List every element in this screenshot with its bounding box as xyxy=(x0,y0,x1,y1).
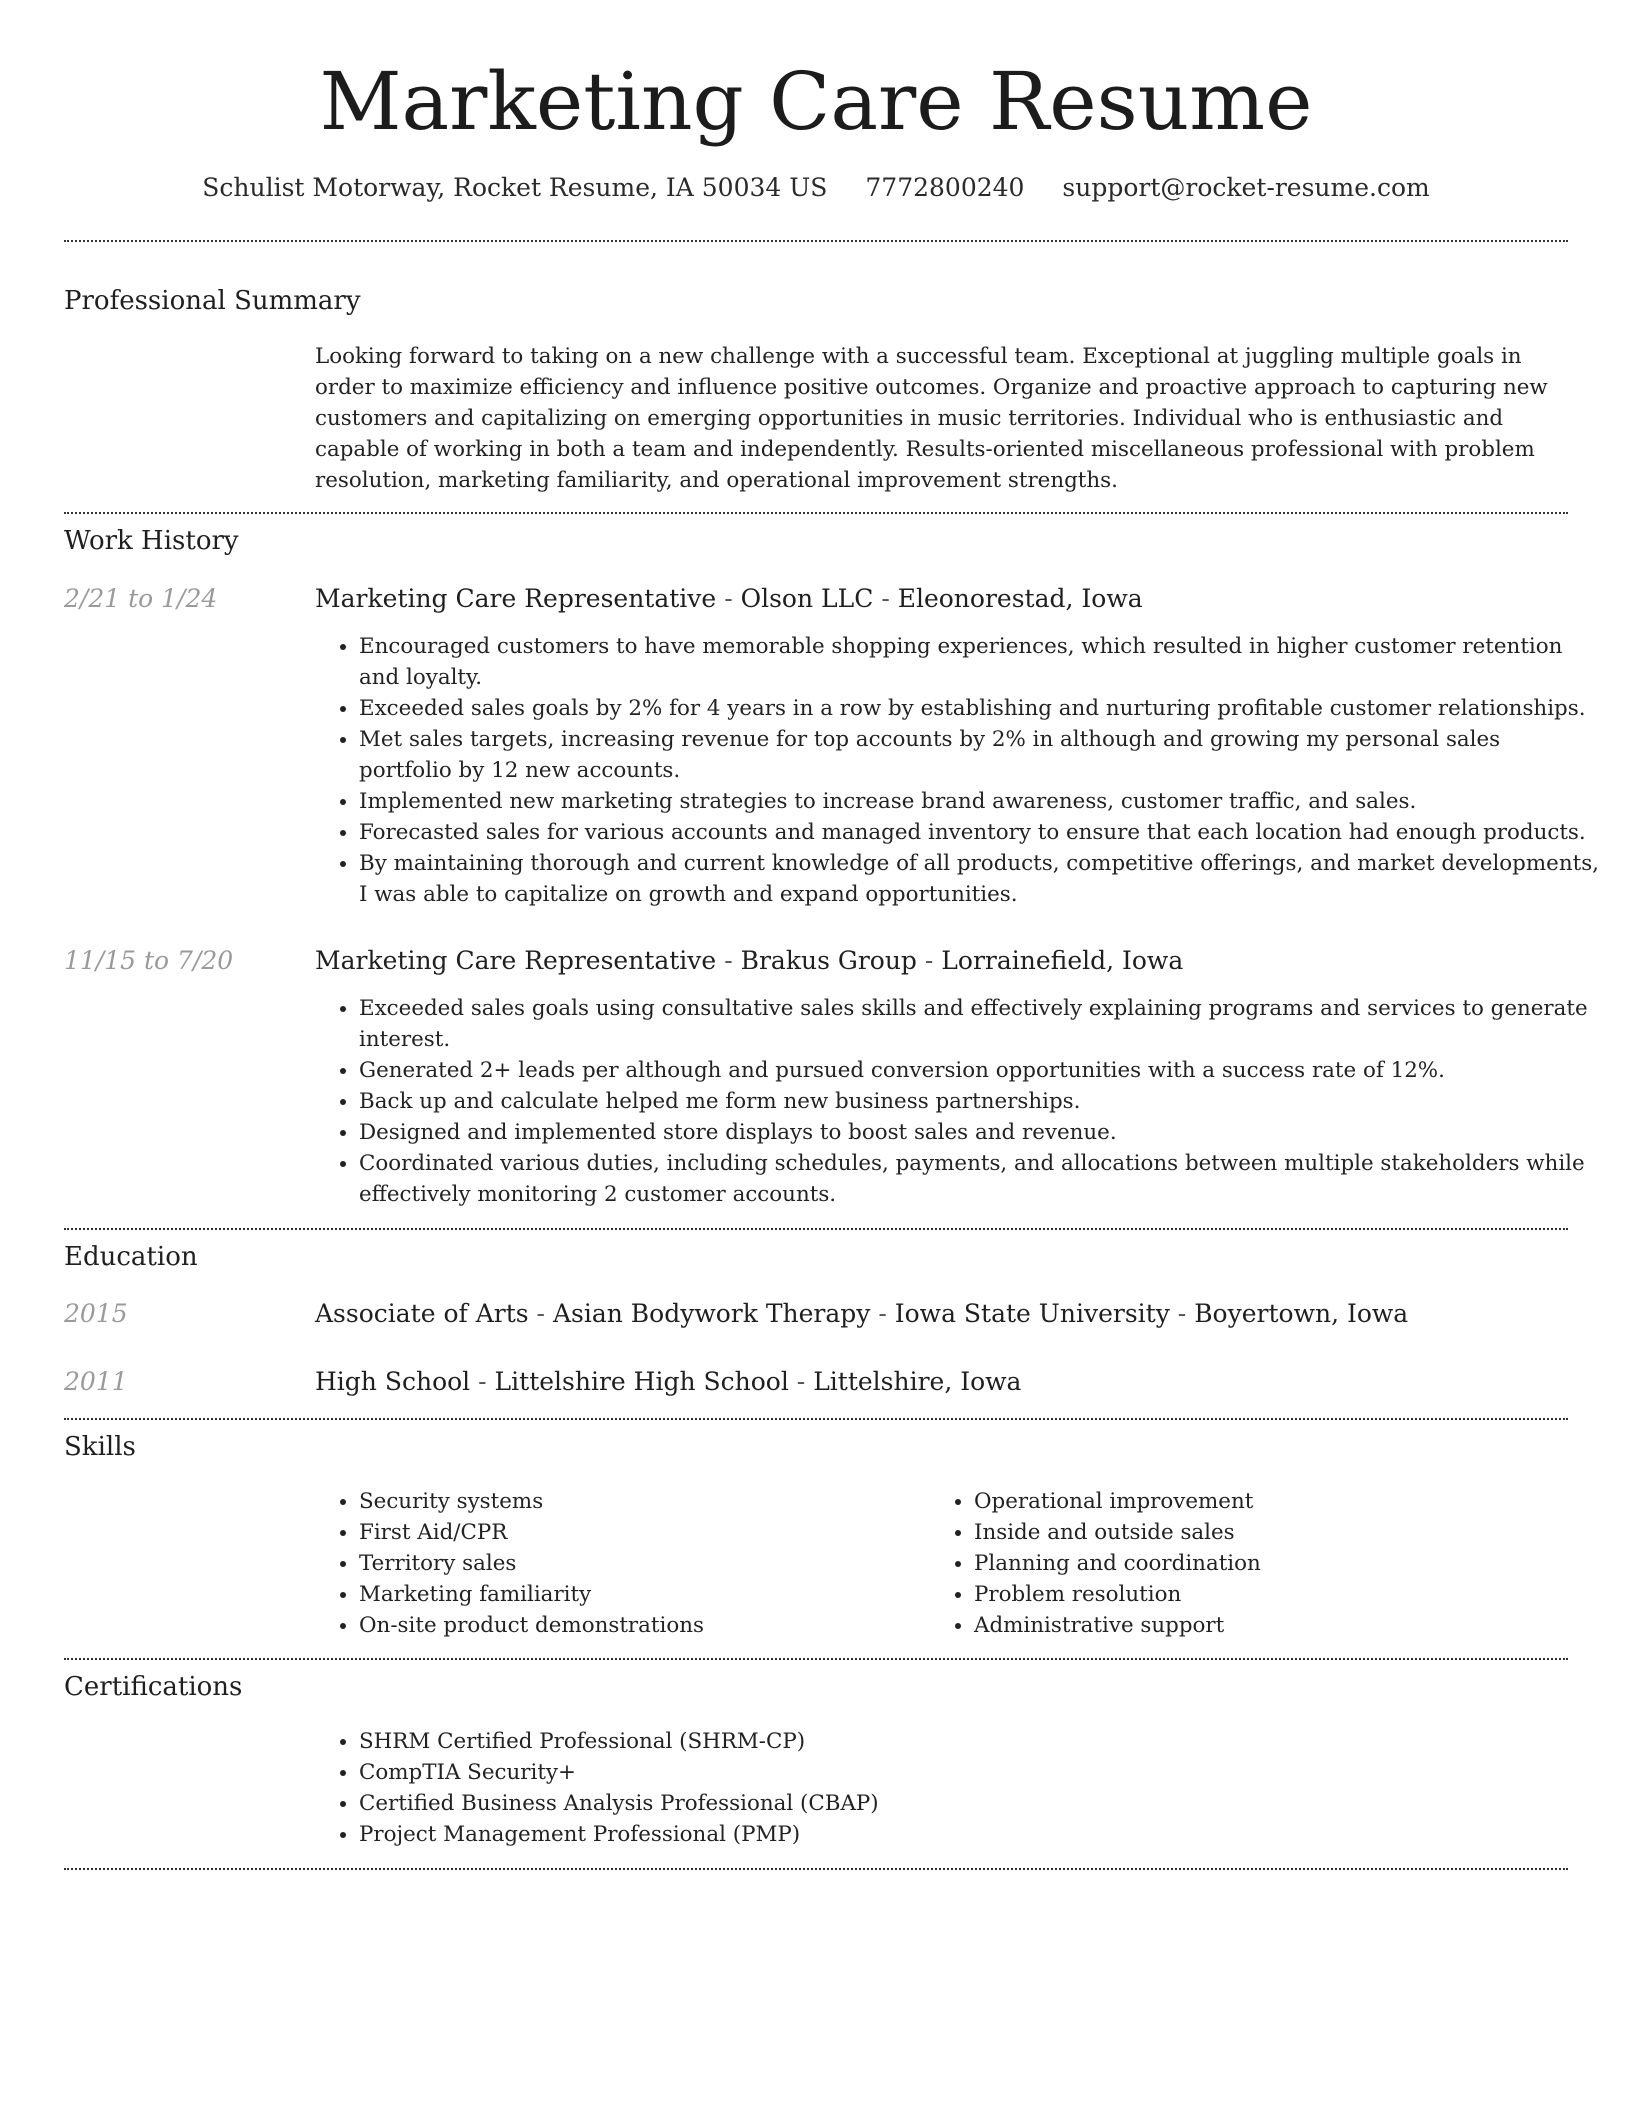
section-title-education: Education xyxy=(64,1242,198,1272)
education-entry: Associate of Arts - Asian Bodywork Therapy - Iowa State University - Boyertown, Iowa xyxy=(315,1299,1409,1328)
list-item: • Met sales targets, increasing revenue for top accounts by 2% in although and growing my personal sales portfolio by 12 new accounts. xyxy=(359,724,1599,786)
education-degree: Associate of Arts xyxy=(315,1299,529,1328)
job-title: Marketing Care Representative - Brakus Group - Lorrainefield, Iowa xyxy=(315,946,1184,975)
list-item: • Back up and calculate helped me form new business partnerships. xyxy=(359,1086,1599,1117)
education-field: Asian Bodywork Therapy xyxy=(552,1299,871,1328)
list-item: • Exceeded sales goals using consultative sales skills and effectively explaining programs and services to generate interest. xyxy=(359,993,1599,1055)
job-bullets xyxy=(315,631,1599,910)
divider xyxy=(64,1658,1568,1660)
list-item: • Territory sales xyxy=(359,1548,929,1579)
job-bullets xyxy=(315,993,1599,1210)
list-item: • Forecasted sales for various accounts and managed inventory to ensure that each location had enough products. xyxy=(359,817,1599,848)
skills-list-right xyxy=(930,1486,1594,1641)
divider xyxy=(64,1418,1568,1420)
list-item: • On-site product demonstrations xyxy=(359,1610,929,1641)
section-title-certifications: Certifications xyxy=(64,1672,243,1702)
list-item: • Operational improvement xyxy=(974,1486,1594,1517)
list-item: • First Aid/CPR xyxy=(359,1517,929,1548)
list-item: • Exceeded sales goals by 2% for 4 years in a row by establishing and nurturing profitable customer relationships. xyxy=(359,693,1599,724)
education-location: Boyertown, Iowa xyxy=(1194,1299,1409,1328)
job-role: Marketing Care Representative xyxy=(315,946,717,975)
list-item: • By maintaining thorough and current knowledge of all products, competitive offerings, and market developments, I was able to capitalize on growth and expand opportunities. xyxy=(359,848,1599,910)
job-company: Brakus Group xyxy=(740,946,917,975)
resume-name: Marketing Care Resume xyxy=(319,55,1313,148)
education-year: 2015 xyxy=(64,1299,128,1328)
job-dates: 11/15 to 7/20 xyxy=(64,946,234,975)
divider xyxy=(64,1868,1568,1870)
job-dates: 2/21 to 1/24 xyxy=(64,584,218,613)
contact-phone: 7772800240 xyxy=(865,173,1025,202)
job-role: Marketing Care Representative xyxy=(315,584,717,613)
education-school: Littelshire High School xyxy=(494,1367,789,1396)
list-item: • Administrative support xyxy=(974,1610,1594,1641)
job-location: Eleonorestad, Iowa xyxy=(897,584,1143,613)
education-year: 2011 xyxy=(64,1367,128,1396)
list-item: • SHRM Certified Professional (SHRM-CP) xyxy=(359,1726,1559,1757)
education-degree: High School xyxy=(315,1367,471,1396)
education-location: Littelshire, Iowa xyxy=(813,1367,1022,1396)
section-title-skills: Skills xyxy=(64,1432,136,1462)
divider xyxy=(64,240,1568,242)
list-item: • Project Management Professional (PMP) xyxy=(359,1819,1559,1850)
contact-address: Schulist Motorway, Rocket Resume, IA 50034 US xyxy=(202,173,828,202)
education-school: Iowa State University xyxy=(894,1299,1170,1328)
list-item: • Coordinated various duties, including schedules, payments, and allocations between multiple stakeholders while effectively monitoring 2 customer accounts. xyxy=(359,1148,1599,1210)
section-title-work: Work History xyxy=(64,526,239,556)
list-item: • CompTIA Security+ xyxy=(359,1757,1559,1788)
summary-text: Looking forward to taking on a new challenge with a successful team. Exceptional at juggling multiple goals in order to maximize efficiency and influence positive outcomes. Organize and proactive approach to capturing new customers and capitalizing on emerging opportunities in music territories. Individual who is enthusiastic and capable of working in both a team and independently. Results-oriented miscellaneous professional with problem resolution, marketing familiarity, and operational improvement strengths. xyxy=(315,344,1548,493)
job-title: Marketing Care Representative - Olson LLC - Eleonorestad, Iowa xyxy=(315,584,1143,613)
job-location: Lorrainefield, Iowa xyxy=(941,946,1184,975)
contact-line xyxy=(0,170,1632,206)
divider xyxy=(64,512,1568,514)
list-item: • Problem resolution xyxy=(974,1579,1594,1610)
divider xyxy=(64,1228,1568,1230)
list-item: • Encouraged customers to have memorable shopping experiences, which resulted in higher customer retention and loyalty. xyxy=(359,631,1599,693)
contact-email: support@rocket-resume.com xyxy=(1062,173,1430,202)
job-company: Olson LLC xyxy=(740,584,874,613)
certifications-list xyxy=(315,1726,1559,1850)
list-item: • Designed and implemented store displays to boost sales and revenue. xyxy=(359,1117,1599,1148)
section-title-summary: Professional Summary xyxy=(64,286,361,316)
education-entry: High School - Littelshire High School - Littelshire, Iowa xyxy=(315,1367,1022,1396)
list-item: • Generated 2+ leads per although and pursued conversion opportunities with a success rate of 12%. xyxy=(359,1055,1599,1086)
list-item: • Security systems xyxy=(359,1486,929,1517)
list-item: • Planning and coordination xyxy=(974,1548,1594,1579)
skills-list-left xyxy=(315,1486,929,1641)
list-item: • Implemented new marketing strategies to increase brand awareness, customer traffic, and sales. xyxy=(359,786,1599,817)
list-item: • Certified Business Analysis Professional (CBAP) xyxy=(359,1788,1559,1819)
list-item: • Inside and outside sales xyxy=(974,1517,1594,1548)
list-item: • Marketing familiarity xyxy=(359,1579,929,1610)
